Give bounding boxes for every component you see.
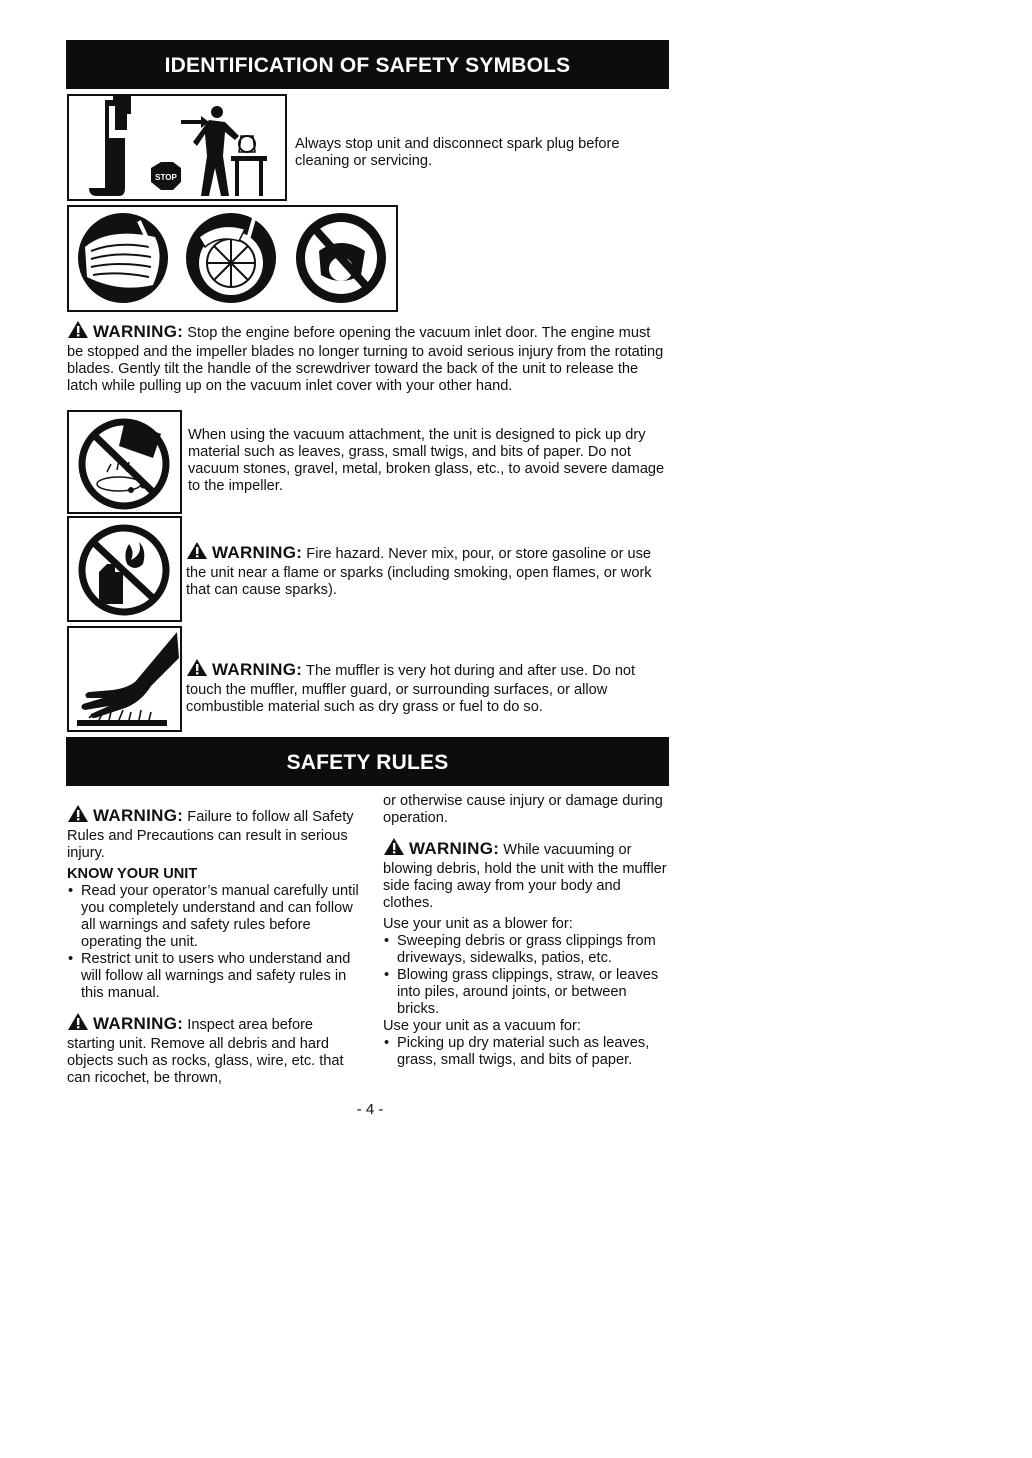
fire-warning-body: Fire hazard. Never mix, pour, or store gasoline or use the unit near a flame or sparks (including smoking, open flames, or work that can cause sparks). [186,546,652,598]
know-your-unit-list [67,883,359,1002]
hot-surface-icon [67,626,182,732]
no-hard-objects-icon [67,410,182,514]
page-number: - 4 - [356,1101,384,1118]
list-item: • Blowing grass clippings, straw, or leaves into piles, around joints, or between bricks. [383,967,668,1018]
impeller-door-icons [67,205,398,312]
list-item: • Sweeping debris or grass clippings from driveways, sidewalks, patios, etc. [383,933,668,967]
fire-warning-text [186,541,666,599]
rules-left-column [67,804,359,1087]
list-item: • Read your operator’s manual carefully until you completely understand and can follow all warnings and safety rules before operating the unit. [67,883,359,951]
symbols-section-title: IDENTIFICATION OF SAFETY SYMBOLS [66,40,669,89]
warning-triangle-icon [67,320,89,344]
vacuum-list [383,1035,668,1069]
rules-warning-3: WARNING: While vacuuming or blowing debris, hold the unit with the muffler side facing away from your body and clothes. [383,839,667,911]
rules-warning-2: WARNING: Inspect area before starting unit. Remove all debris and hard objects such as rocks, glass, wire, etc. that can ricochet, be thrown, [67,1014,344,1086]
list-item: • Restrict unit to users who understand and will follow all warnings and safety rules in this manual. [67,951,359,1002]
vacuum-text: When using the vacuum attachment, the unit is designed to pick up dry material such as leaves, grass, small twigs, and bits of paper. Do not vacuum stones, gravel, metal, broken glass, etc., to avoid severe damage to the impeller. [188,427,665,494]
vacuum-heading: Use your unit as a vacuum for: [383,1018,581,1034]
no-fire-icon [67,516,182,622]
warning-triangle-icon [186,541,208,565]
rules-right-column [383,793,668,1069]
muffler-warning-body: The muffler is very hot during and after use. Do not touch the muffler, muffler guard, or surrounding surfaces, or allow combustible material such as dry grass or fuel to do so. [186,663,636,715]
warning-triangle-icon [67,1012,89,1036]
inlet-warning-text [67,320,667,395]
blower-list [383,933,668,1018]
stop-service-text: Always stop unit and disconnect spark plug before cleaning or servicing. [295,136,620,169]
stop-service-icon [67,94,287,201]
rules-warning-1: WARNING: Failure to follow all Safety Rules and Precautions can result in serious injury. [67,806,354,861]
warning-triangle-icon [186,658,208,682]
stop-sign-label: STOP [155,173,177,182]
warning-triangle-icon [67,804,89,828]
inlet-warning-label: WARNING: [93,322,184,341]
know-your-unit-heading: KNOW YOUR UNIT [67,866,198,882]
continued-text: or otherwise cause injury or damage during operation. [383,793,663,826]
muffler-warning-text [186,658,666,716]
muffler-warning-label: WARNING: [212,660,303,679]
fire-warning-label: WARNING: [212,543,303,562]
rules-section-title: SAFETY RULES [66,737,669,786]
list-item: • Picking up dry material such as leaves, grass, small twigs, and bits of paper. [383,1035,668,1069]
blower-heading: Use your unit as a blower for: [383,916,573,932]
inlet-warning-body: Stop the engine before opening the vacuum inlet door. The engine must be stopped and the impeller blades no longer turning to avoid serious injury from the rotating blades. Gently tilt the handle of the screwdriver toward the back of the unit to release the latch while pulling up on the vacuum inlet cover with your other hand. [67,325,664,394]
warning-triangle-icon [383,837,405,861]
